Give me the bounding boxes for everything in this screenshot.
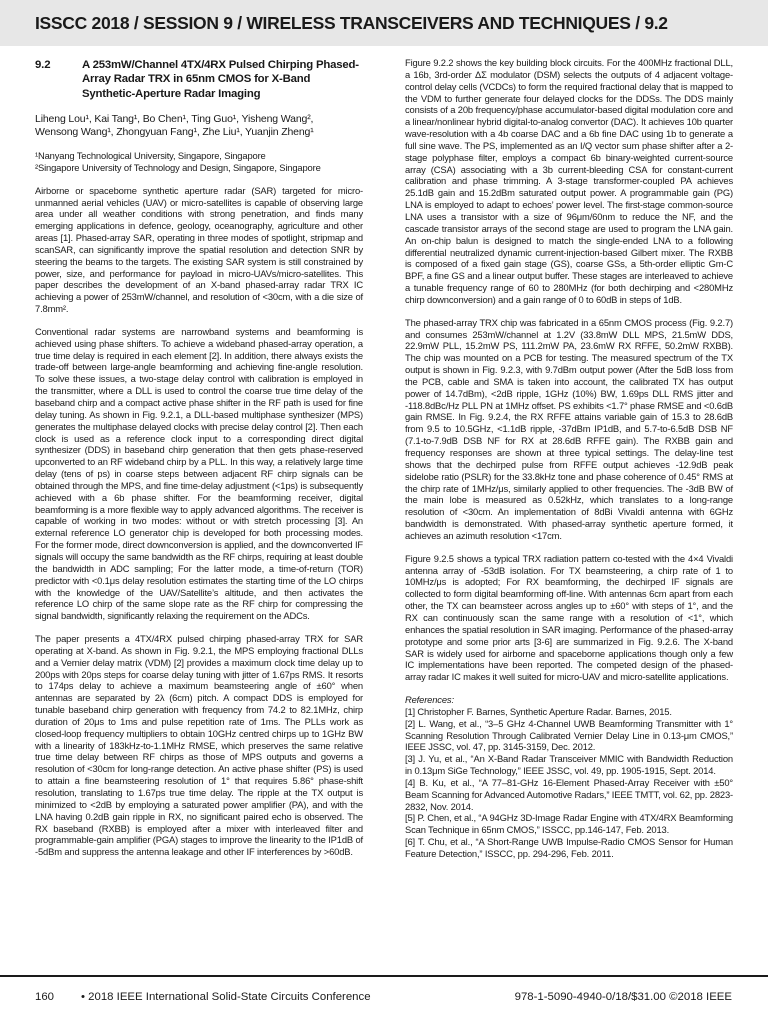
body-paragraph: The phased-array TRX chip was fabricated in a 65nm CMOS process (Fig. 9.2.7) and consumes 253mW/channel at 1.2V (33.8mW DLL MPS, 21.5mW DDS, 22.9mW PLL, 15.2mW PS, 111.2mW PA, 23.6mW RX RFFE, 50.2mW RXBB). The chip was mounted on a PCB for testing. The measured spectrum of the TX output is shown in Fig. 9.2.3, with 9.7dBm output power (After the 5dB loss from the PCB, cable and SMA is taken into account, the calibrated TX has output power of 14.7dBm), <2dB ripple, 1GHz (10%) BW, 1.69ps DLL RMS jitter and -118.8dBc/Hz PLL PN at 1MHz offset. PS exhibits <1.7° phase RMSE and <0.6dB gain RMSE. In Fig. 9.2.4, the RX RFFE attains variable gain of 15.3 to 28.6dB from 9.5 to 10.5GHz, <1.1dB ripple, -37dBm IP1dB, and 5.7-to-6.5dB DSB NF (7.1-to-7.9dB DSB NF for RX at 28.6dB RFFE gain). The RXBB gain and frequency responses are shown at three typical settings. The delay-line test shows that the dechirped pulse from RFFE output achieves -12.9dB peak sidelobe ratio (PSLR) for the 33.8kHz tone and phase coherence of 0.45° RMS at the chirp rate of 1MHz/μs, similarly applied to other frequencies. The -3dB BW of the main lobe is measured as 0.52kHz, which translates to a long-range resolution of <30cm. An implementation of 8dBi Vivaldi antenna with 6GHz bandwidth is demonstrated. With phased-array synthetic aperture formed, it achieves an azimuth resolution <17cm. [405, 316, 733, 541]
paper-title: A 253mW/Channel 4TX/4RX Pulsed Chirping Phased-Array Radar TRX in 65nm CMOS for X-Band Synthetic-Aperture Radar Imaging [82, 59, 359, 100]
conference-name: • 2018 IEEE International Solid-State Circuits Conference [81, 991, 371, 1003]
reference-item: [3] J. Yu, et al., “An X-Band Radar Transceiver MMIC with Bandwidth Reduction in 0.13μm SiGe Technology,” IEEE JSSC, vol. 49, pp. 1905-1915, Sept. 2014. [405, 753, 733, 777]
isbn-copyright: 978-1-5090-4940-0/18/$31.00 ©2018 IEEE [514, 991, 732, 1003]
body-paragraph: The paper presents a 4TX/4RX pulsed chirping phased-array TRX for SAR operating at X-band. As shown in Fig. 9.2.1, the MPS employing fractional DLLs and a Vernier delay matrix (VDM) [2] provides a maximum clock time delay up to 200ps with 20ps steps for coarse delay tuning with jitter of 1.67ps RMS. It resorts to 174ps delay to achieve a maximum beamsteering angle of ±60° when antennas are separated by 2λ (6cm) pitch. A compact DDS is employed for tunable baseband chirp generation with frequency from 74.2 to 82.1MHz, chirp duration of 20μs to 1ms and pulse repetition rate of 1ms. The PLLs work as closed-loop frequency multipliers to obtain 10GHz centred chirps up to 1GHz BW with a linearity of 183kHz-to-1.1MHz RMSE, which preserves the same relative true time delay between RF chirps as those of MPS outputs and governs a resolution of <30cm for long-range detection. An active phase shifter (PS) is used to attain a fine beamsteering resolution of 1° that requires 5.86° phase-shift resolution, translating to 1.67ps true time delay. The ripple at the TX output is minimized to <2dB by employing a saturated power amplifier (PA), and with the LNA having 0.2dB gain ripple in RX, no significant paired echo is observed. The RX baseband (RXBB) is employed after a mixer with interleaved filter and programmable-gain amplifier (PGA) stages to improve the linearity to the IP1dB of -5dBm and suppress the antenna leakage and other IF interferences by >60dB. [35, 633, 363, 858]
reference-item: [6] T. Chu, et al., “A Short-Range UWB Impulse-Radio CMOS Sensor for Human Feature Detection,” ISSCC, pp. 294-296, Feb. 2011. [405, 836, 733, 859]
body-paragraph: Airborne or spaceborne synthetic aperture radar (SAR) targeted for micro-unmanned aerial vehicles (UAV) or micro-satellites is capable of observing large area under all weather conditions with strong penetration, and finds many emerging applications in defence, geology, oceanography, agriculture and other areas [1]. Phased-array SAR, operating in three modes of spotlight, stripmap and scanSAR, can significantly improve the spatial resolution and detection SNR by steering the beams to the targets. The existing SAR system is still constrained by power, size, and performance for payload in micro-UAVs/micro-satellites. This paper describes the development of an X-band phased-array radar TRX IC achieving a power of 253mW/channel, and resolution of <30cm, with a die size of 7.8mm². [35, 184, 363, 315]
reference-item: [4] B. Ku, et al., “A 77–81-GHz 16-Element Phased-Array Receiver with ±50° Beam Scanning for Advanced Automotive Radars,” IEEE TMTT, vol. 62, pp. 2823-2832, Nov. 2014. [405, 776, 733, 812]
references-heading: References: [405, 694, 454, 706]
page-header-bar [0, 0, 768, 46]
affiliation-2: ²Singapore University of Technology and Design, Singapore, Singapore [35, 161, 321, 173]
session-header-title: ISSCC 2018 / SESSION 9 / WIRELESS TRANSCEIVERS AND TECHNIQUES / 9.2 [35, 13, 668, 33]
right-column [405, 57, 733, 860]
body-paragraph: Figure 9.2.2 shows the key building block circuits. For the 400MHz fractional DLL, a 16b, 3rd-order ΔΣ modulator (DSM) selects the outputs of 4 adjacent voltage-control delay cells (VCDCs) to form the required fractional delay that is mapped to the VDM to further generate four delayed clocks for the DDSs. The DDS mainly consists of a 20b frequency/phase accumulator-based digital modulation core and a linear/nonlinear hybrid digital-to-analog convertor (DAC). It achieves 10b quarter wave-resolution with a 4b coarse DAC and a 6b fine DAC using 1b to generate a full sine wave. The PS, implemented as an I/Q vector sum phase shifter after a 2-stage polyphase filter, employs a compact 6b binary-weighted current-source array (CSA) associating with a 3b current-bleeding CSA for constant-current calibration and phase trimming. A 3-stage transformer-coupled PA achieves 25.1dB gain and 15.2dBm saturated output power. A programmable gain (PG) LNA is employed to adapt to echoes’ power level. The first-stage common-source LNA uses a transistor with a size of 96μm/60nm to reduce the NF, and the cascade transistor arrays of the second stage are used to program the LNA gain. An on-chip balun is designed to match the single-ended LNA to a following differential neutralized dynamic current-injection-based Gilbert mixer. The RXBB is composed of a fixed gain stage (GS), coarse GSs, a 5th-order elliptic Gm-C BPF, a fine GS and a linear output buffer. These stages are interleaved to achieve a tunable frequency range of 60 to 280MHz (for both dechirping and <280MHz chirp downconversion) and a gain range of 0 to 60dB in steps of 1dB. [405, 57, 733, 305]
reference-item: [2] L. Wang, et al., “3–5 GHz 4-Channel UWB Beamforming Transmitter with 1° Scanning Resolution Through Calibrated Vernier Delay Line in 0.13-μm CMOS,” IEEE JSSC, vol. 47, pp. 3145-3159, Dec. 2012. [405, 717, 733, 753]
footer-divider [0, 975, 768, 977]
affiliations [35, 150, 363, 174]
paper-title-block [35, 58, 363, 101]
body-paragraph: Conventional radar systems are narrowband systems and beamforming is achieved using phase shifters. To achieve a wideband phased-array operation, a true time delay is required in each element [2]. In addition, there always exists the trade-off between large-angle beamforming and achieving fine-angle resolution. To solve these issues, a two-stage delay control with calibration is employed in the transmitter, where a DLL is used to control the coarse true time delay of the baseband chirp and a compact active phase shifter in the RF path is used for fine delay tuning. As shown in Fig. 9.2.1, a DLL-based multiphase synthesizer (MPS) generates the multiphase delayed clocks with precise delay control [2]. Then each clock is used as a reference clock input to a corresponding direct digital synthesizer (DDS) in baseband chirp generation that then gets phase-reserved upconverted to an RF wideband chirp by a PLL. In this way, a relatively large time delay (tens of ps) in coarse steps between adjacent RF chirp signals can be obtained through the MPS, and fine time-delay adjustment (<1ps) is subsequently achieved with a 6b phase shifter. For the beamforming receiver, digital beamforming is a more flexible way to apply advanced algorithms. The receiver is capable of working in two modes: without or with stretch processing [3]. An external reference LO generator chip is developed for both processing modes. For the former mode, direct downconversion is applied, and the downconverted IF signals will occupy the same bandwidth as the RF chirps, requiring at least double the bandwidth in ADC sampling; For the latter mode, a time-of-return (TOR) predictor with <0.1μs delay resolution estimates the starting time of the LO chirps with the knowledge of the UAV/Satellite’s altitude, and then activates the reference LO chirp of the same slope rate as the RF chirp for compressing the signal bandwidth, significantly relaxing the requirement on the ADCs. [35, 325, 363, 622]
affiliation-1: ¹Nanyang Technological University, Singapore, Singapore [35, 150, 266, 162]
section-number: 9.2 [35, 59, 51, 71]
reference-item: [5] P. Chen, et al., “A 94GHz 3D-Image Radar Engine with 4TX/4RX Beamforming Scan Technique in 65nm CMOS,” ISSCC, pp.146-147, Feb. 2013. [405, 812, 733, 836]
references-list [405, 706, 733, 860]
reference-item: [1] Christopher F. Barnes, Synthetic Aperture Radar. Barnes, 2015. [405, 705, 672, 717]
page-number: 160 [35, 991, 55, 1003]
left-column [35, 58, 363, 858]
body-paragraph: Figure 9.2.5 shows a typical TRX radiation pattern co-tested with the 4×4 Vivaldi antenna array of -53dB isolation. For TX beamsteering, a chirp rate of 1 to 10MHz/μs is adopted; For RX beamforming, the dechirped IF signals are collected to form digital beamforming off-line. With antennas 6cm apart from each other, the TX can beamsteer across angles up to ±60° with steps of 1°, and the RX can continuously scan the same range with a resolution of <1°, which enhances the spatial resolution in SAR imaging. Performance of the phased-array prototype and some prior arts [3-6] are summarized in Fig. 9.2.6. The X-band SAR is widely used for airborne and spaceborne applications though only a few IC implementations have been reported. The competed design of the phased-array radar IC makes it well suited for micro-UAV and micro-satellite applications. [405, 552, 733, 683]
authors-line-2: Wensong Wang¹, Zhongyuan Fang¹, Zhe Liu¹, Yuanjin Zheng¹ [35, 126, 314, 139]
authors-line-1: Liheng Lou¹, Kai Tang¹, Bo Chen¹, Ting Guo¹, Yisheng Wang², [35, 112, 314, 125]
author-list [35, 113, 363, 140]
